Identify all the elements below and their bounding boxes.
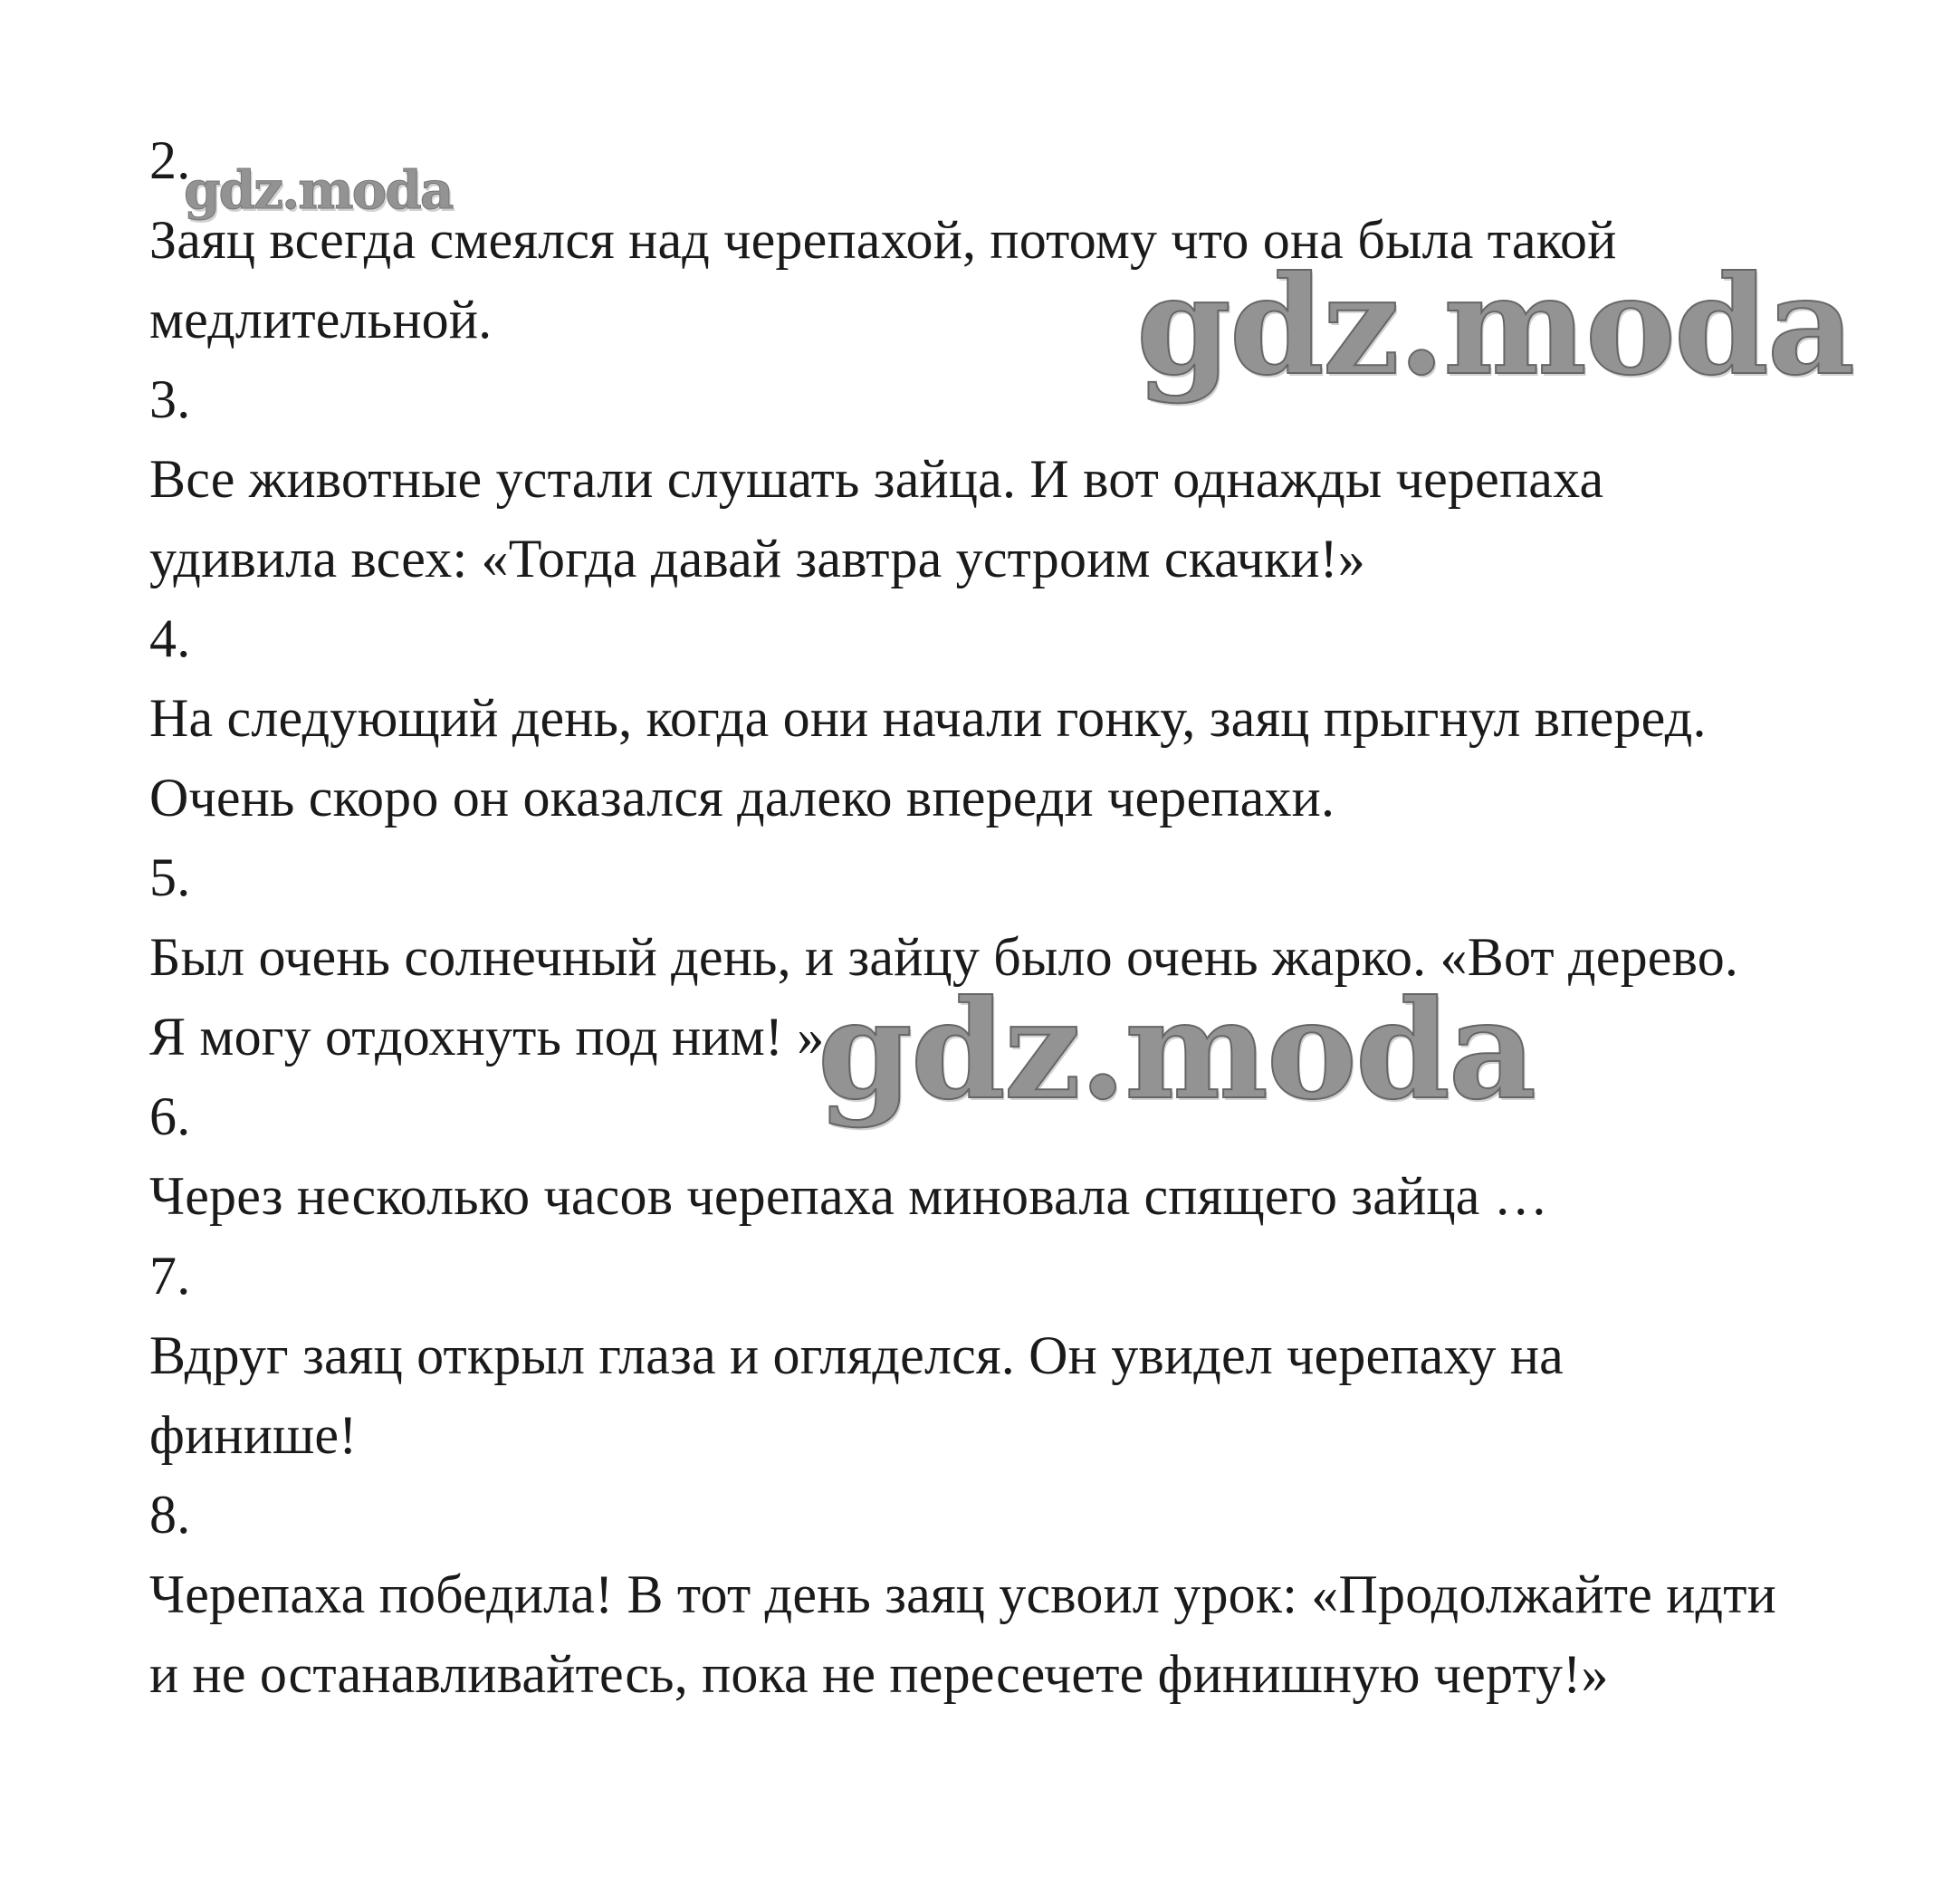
item-number: 6. — [149, 1086, 191, 1146]
item-text-line: удивила всех: «Тогда давай завтра устроим скачки!» — [149, 529, 1366, 588]
item-number: 2. — [149, 130, 191, 190]
item-text-line: финише! — [149, 1405, 358, 1465]
item-text-line: Вдруг заяц открыл глаза и огляделся. Он увидел черепаху на — [149, 1325, 1564, 1385]
item-text-line: Все животные устали слушать зайца. И вот однажды черепаха — [149, 449, 1604, 509]
item-number: 8. — [149, 1485, 191, 1545]
item-number: 7. — [149, 1246, 191, 1306]
item-number: 5. — [149, 847, 191, 907]
item-number: 3. — [149, 369, 191, 429]
item-text-line: медлительной. — [149, 290, 493, 349]
watermark-logo: gdz.moda — [1136, 246, 1854, 406]
item-text-line: и не останавливайтесь, пока не пересечете финишную черту!» — [149, 1644, 1609, 1704]
watermark-logo: gdz.moda — [818, 971, 1536, 1130]
item-number: 4. — [149, 608, 191, 668]
item-text-line: Черепаха победила! В тот день заяц усвоил урок: «Продолжайте идти — [149, 1564, 1776, 1624]
watermark-logo: gdz.moda — [184, 159, 453, 221]
item-text-line: На следующий день, когда они начали гонку, заяц прыгнул вперед. — [149, 688, 1707, 748]
item-text-line: Заяц всегда смеялся над черепахой, потому что она была такой — [149, 210, 1617, 270]
item-text-line: Был очень солнечный день, и зайцу было очень жарко. «Вот дерево. — [149, 927, 1739, 987]
item-text-line: Я могу отдохнуть под ним! » — [149, 1007, 825, 1067]
item-text-line: Через несколько часов черепаха миновала спящего зайца … — [149, 1166, 1548, 1226]
item-text-line: Очень скоро он оказался далеко впереди черепахи. — [149, 768, 1335, 828]
